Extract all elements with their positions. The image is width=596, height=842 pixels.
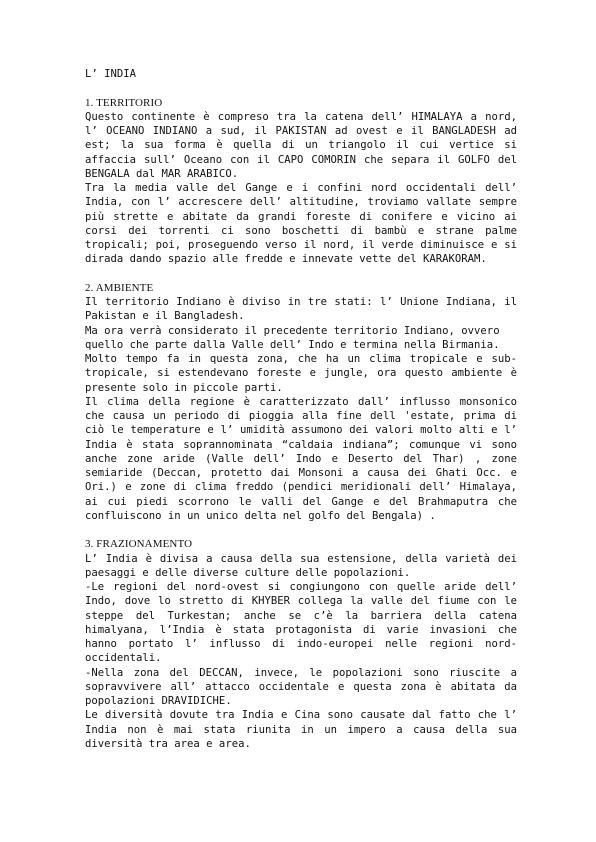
section-ambiente (85, 281, 517, 523)
paragraph: L’ India è divisa a causa della sua estensione, della varietà dei paesaggi e delle diverse culture delle popolazioni. (85, 552, 517, 579)
document-title: L’ INDIA (85, 68, 137, 80)
paragraph: -Nella zona del DECCAN, invece, le popolazioni sono riuscite a sopravvivere all’ attacco occidentale e questa zona è abitata da popolazioni DRAVIDICHE. (85, 666, 517, 707)
section-frazionamento (85, 537, 517, 751)
paragraph: Molto tempo fa in questa zona, che ha un clima tropicale e sub-tropicale, si estendevano foreste e jungle, ora questo ambiente è presente solo in piccole parti. (85, 353, 517, 394)
section-heading: 3. FRAZIONAMENTO (85, 538, 193, 551)
paragraph: Questo continente è compreso tra la catena dell’ HIMALAYA a nord, l’ OCEANO INDIANO a sud, il PAKISTAN ad ovest e il BANGLADESH ad est; la sua forma è quella di un triangolo il cui vertice si affaccia sull’ Oceano con il CAPO COMORIN che separa il GOLFO del BENGALA dal MAR ARABICO. (85, 110, 517, 180)
paragraph: -Le regioni del nord-ovest si congiungono con quelle aride dell’ Indo, dove lo stretto di KHYBER collega la valle del fiume con le steppe del Turkestan; anche se c’è la barriera della catena himalyana, l’India è stata protagonista di varie invasioni che hanno portato l’ influsso di indo-europei nelle regioni nord-occidentali. (85, 581, 517, 665)
paragraph: Il territorio Indiano è diviso in tre stati: l’ Unione Indiana, il Pakistan e il Bangladesh. (85, 296, 517, 323)
paragraph: Ma ora verrà considerato il precedente territorio Indiano, ovvero quello che parte dalla Valle dell’ Indo e termina nella Birmania. (85, 324, 500, 351)
document-page (85, 67, 517, 765)
section-territorio (85, 96, 517, 267)
paragraph: Le diversità dovute tra India e Cina sono causate dal fatto che l’ India non è mai stata riunita in un impero a causa della sua diversità tra area e area. (85, 709, 517, 750)
section-heading: 2. AMBIENTE (85, 281, 154, 294)
paragraph: Il clima della regione è caratterizzato dall’ influsso monsonico che causa un periodo di pioggia alla fine dell 'estate, prima di ciò le temperature e l’ umidità assumono dei valori molto alti e l’ India è stata soprannominata “caldaia indiana”; comunque vi sono anche zone aride (Valle dell’ Indo e Deserto del Thar) , zone semiaride (Deccan, protetto dai Monsoni a causa dei Ghati Occ. e Ori.) e zone di clima freddo (pendici meridionali dell’ Himalaya, ai cui piedi scorrono le valli del Gange e del Brahmaputra che confluiscono in un unico delta nel golfo del Bengala) . (85, 395, 517, 522)
paragraph: Tra la media valle del Gange e i confini nord occidentali dell’ India, con l’ accrescere dell’ altitudine, troviamo vallate sempre più strette e abitate da grandi foreste di conifere e vicino ai corsi dei torrenti ci sono boschetti di bambù e strane palme tropicali; poi, proseguendo verso il nord, il verde diminuisce e si dirada dando spazio alle fredde e innevate vette del KARAKORAM. (85, 182, 517, 266)
section-heading: 1. TERRITORIO (85, 96, 163, 109)
